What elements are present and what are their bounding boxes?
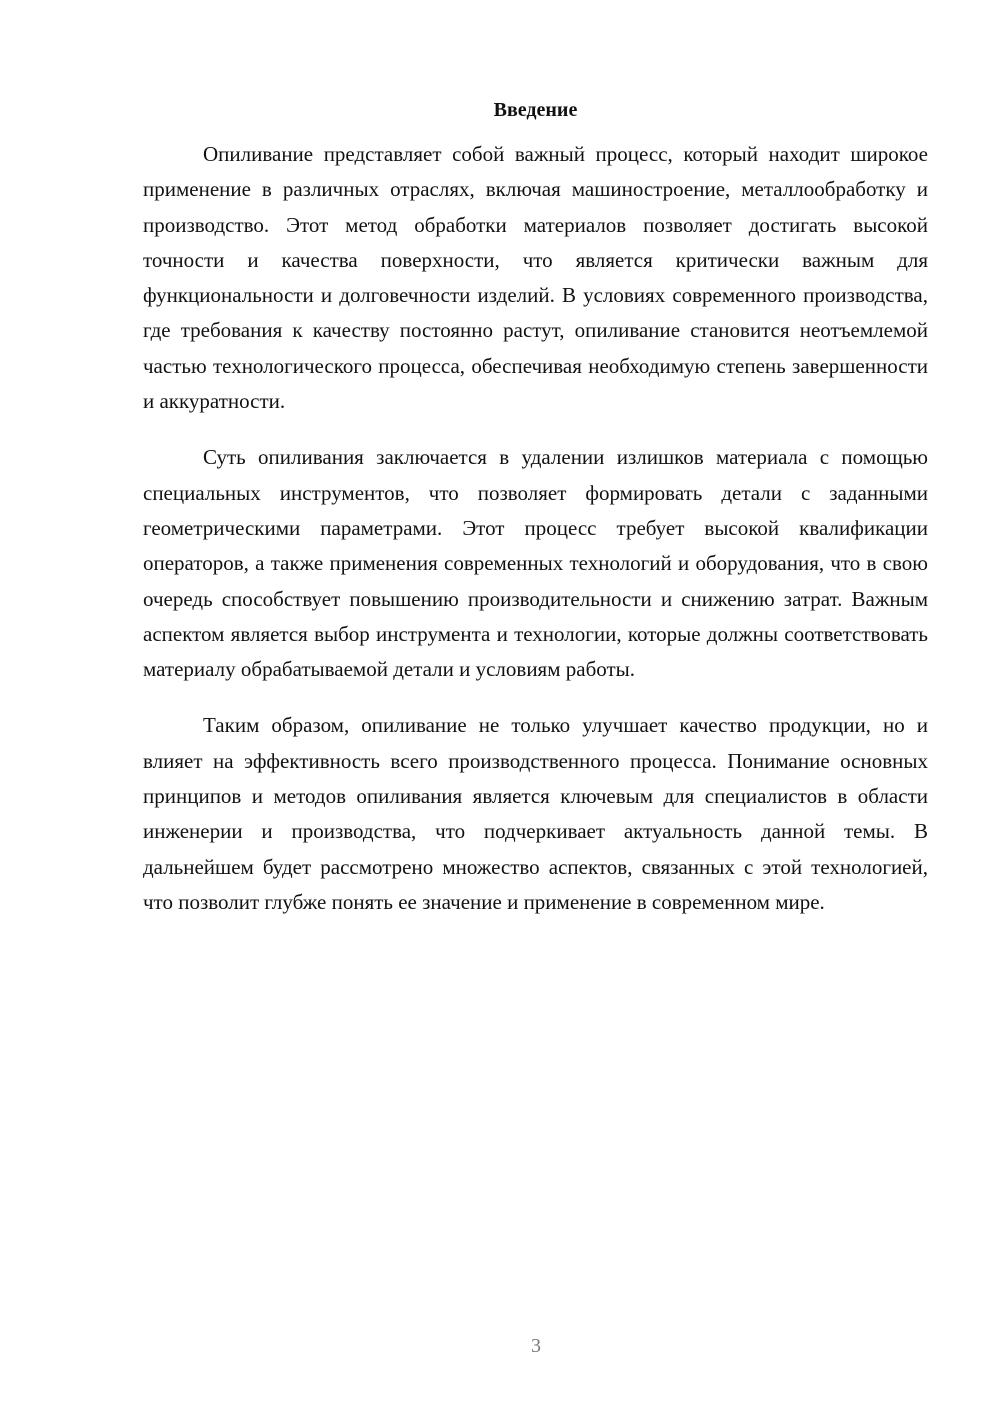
paragraph-1: Опиливание представляет собой важный процесс, который находит широкое применение в различных отраслях, включая машиностроение, металлообработку и производство. Этот метод обработки материалов позволяет достигать высокой точности и качества поверхности, что является критически важным для функциональности и долговечности изделий. В условиях современного производства, где требования к качеству постоянно растут, опиливание становится неотъемлемой частью технологического процесса, обеспечивая необходимую степень завершенности и аккуратности.	[143, 142, 928, 414]
section-title: Введение	[493, 99, 578, 121]
page-number: 3	[531, 1335, 541, 1357]
page-content	[143, 96, 928, 920]
paragraph-3: Таким образом, опиливание не только улучшает качество продукции, но и влияет на эффективность всего производственного процесса. Понимание основных принципов и методов опиливания является ключевым для специалистов в области инженерии и производства, что подчеркивает актуальность данной темы. В дальнейшем будет рассмотрено множество аспектов, связанных с этой технологией, что позволит глубже понять ее значение и применение в современном мире.	[143, 713, 928, 914]
paragraph-2: Суть опиливания заключается в удалении излишков материала с помощью специальных инструментов, что позволяет формировать детали с заданными геометрическими параметрами. Этот процесс требует высокой квалификации операторов, а также применения современных технологий и оборудования, что в свою очередь способствует повышению производительности и снижению затрат. Важным аспектом является выбор инструмента и технологии, которые должны соответствовать материалу обрабатываемой детали и условиям работы.	[143, 445, 928, 682]
